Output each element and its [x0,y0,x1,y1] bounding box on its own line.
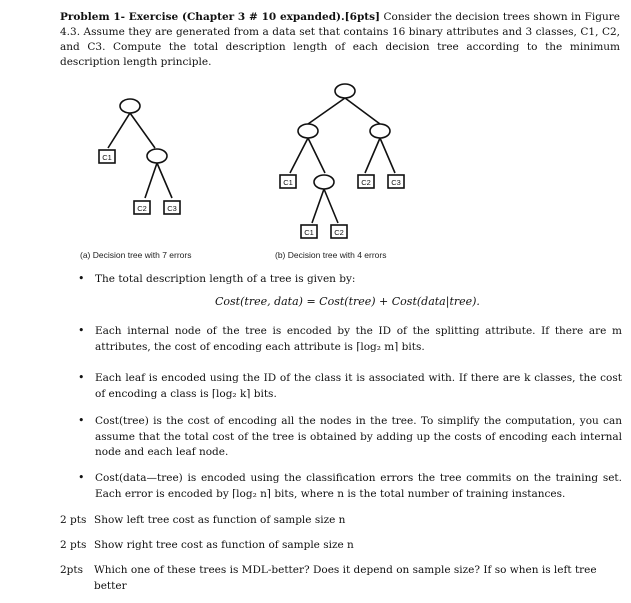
bullet-2: Each internal node of the tree is encoded by the ID of the splitting attribute. If there are m attributes, the cost of encoding each attribute is ⌈log₂ m⌉ bits. [95,325,622,353]
bullet-5: Cost(data—tree) is encoded using the classification errors the tree commits on the training set. Each error is encoded by ⌈log₂ n⌉ bits, where n is the total number of training instances. [95,472,622,500]
question-1 [60,513,620,529]
question-2-points: 2 pts [60,539,87,551]
formula: Cost(tree, data) = Cost(tree) + Cost(data|tree). [215,295,480,308]
bullet-dot: • [78,371,85,384]
tree-b-leaf-label-2: C2 [361,178,371,187]
tree-b-edges-3 [312,189,338,223]
tree-b-edges-2 [290,138,395,173]
bullet-dot: • [78,414,85,427]
tree-a-leaf-label-2: C2 [137,204,147,213]
question-3-points: 2pts [60,564,84,576]
bullet-3: Each leaf is encoded using the ID of the class it is associated with. If there are k classes, the cost of encoding a class is ⌈log₂ k⌉ bits. [95,372,622,400]
problem-intro [60,10,620,70]
tree-a-internal-node [147,149,167,163]
tree-b-edges [308,98,380,124]
tree-b-leaf-label-5: C2 [334,228,344,237]
question-2 [60,538,620,554]
question-2-text: Show right tree cost as function of sample size n [94,539,354,551]
tree-b-root-node [335,84,355,98]
tree-b-left-node [298,124,318,138]
tree-b-leaf-label-3: C3 [391,178,401,187]
bullet-dot: • [78,324,85,337]
question-1-text: Show left tree cost as function of sample size n [94,514,346,526]
caption-b: (b) Decision tree with 4 errors [275,250,387,260]
tree-b-right-node [370,124,390,138]
tree-a-root-node [120,99,140,113]
tree-a-leaf-label-3: C3 [167,204,177,213]
bullet-dot: • [78,272,85,285]
tree-a-edges [108,113,155,148]
question-3-text: Which one of these trees is MDL-better? Does it depend on sample size? If so when is left tree better [94,564,597,592]
question-1-points: 2 pts [60,514,87,526]
question-3 [60,563,620,594]
tree-b-lower-node [314,175,334,189]
tree-a-edges-2 [145,163,172,198]
problem-body: Consider the decision trees shown in Figure 4.3. Assume they are generated from a data set that contains 16 binary attributes and 3 classes, C1, C2, and C3. Compute the total description length of each decision tree according to the minimum description length principle. [60,11,620,68]
bullet-dot: • [78,471,85,484]
tree-a-leaf-label-1: C1 [102,153,112,162]
tree-b-leaf-label-4: C1 [304,228,314,237]
problem-heading: Problem 1- Exercise (Chapter 3 # 10 expanded).[6pts] [60,11,381,23]
caption-a: (a) Decision tree with 7 errors [80,250,192,260]
bullet-1: The total description length of a tree is given by: [95,273,356,285]
decision-tree-figure [80,78,440,258]
tree-b-leaf-label-1: C1 [283,178,293,187]
bullet-4: Cost(tree) is the cost of encoding all the nodes in the tree. To simplify the computation, you can assume that the total cost of the tree is obtained by adding up the costs of encoding each internal node and each leaf node. [95,415,622,458]
